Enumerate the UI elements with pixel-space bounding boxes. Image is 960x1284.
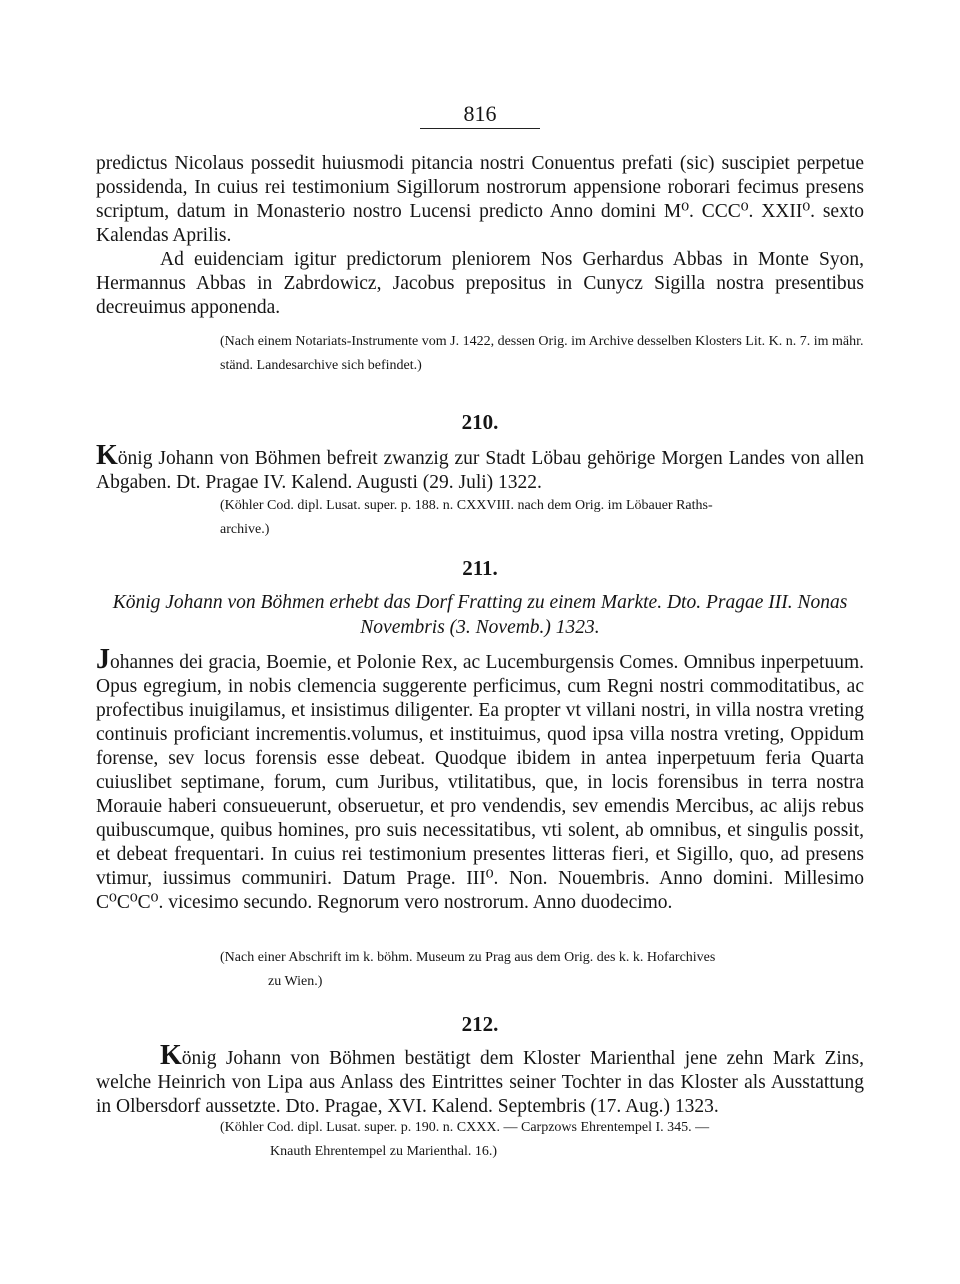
document-number-212: 212. [461,1012,499,1036]
document-212-note-line-1: (Köhler Cod. dipl. Lusat. super. p. 190. n. CXXX. — Carpzows Ehrentempel I. 345. — [220,1120,710,1135]
document-210-summary-text: önig Johann von Böhmen befreit zwanzig zur Stadt Löbau gehörige Morgen Landes von allen Abgaben. Dt. Pragae IV. Kalend. Augusti (29. Juli) 1322. [96,448,864,493]
document-210-source-note [96,494,864,542]
document-211-source-note [96,946,864,994]
document-212-summary-text: önig Johann von Böhmen bestätigt dem Kloster Marienthal jene zehn Mark Zins, welche Heinrich von Lipa aus Anlass des Eintrittes seiner Tochter in das Kloster als Ausstattung in Olbersdorf aussetzte. Dto. Pragae, XVI. Kalend. Septembris (17. Aug.) 1323. [96,1048,864,1117]
document-211-summary: König Johann von Böhmen erhebt das Dorf Fratting zu einem Markte. Dto. Pragae III. Nonas Novembris (3. Novemb.) 1323. [112,592,848,638]
document-211-note-line-1: (Nach einer Abschrift im k. böhm. Museum zu Prag aus dem Orig. des k. k. Hofarchives [220,950,716,965]
document-number-211: 211. [462,556,498,580]
document-211-text [96,644,864,915]
document-210-summary [96,440,864,495]
document-212-summary [96,1040,864,1119]
header-rule [420,128,540,129]
intro-text [96,152,864,320]
document-number-210: 210. [461,410,499,434]
page-number: 816 [463,101,497,126]
document-212-note-line-2: Knauth Ehrentempel zu Marienthal. 16.) [270,1144,498,1159]
intro-source-note: (Nach einem Notariats-Instrumente vom J. 1422, dessen Orig. im Archive desselben Klosters Lit. K. n. 7. im mähr. ständ. Landesarchive sich befindet.) [220,334,864,373]
document-210-note-line-1: (Köhler Cod. dipl. Lusat. super. p. 188. n. CXXVIII. nach dem Orig. im Löbauer Raths- [220,498,713,513]
document-211-initial: J [96,644,110,675]
document-211-body: ohannes dei gracia, Boemie, et Polonie Rex, ac Lucemburgensis Comes. Omnibus inperpetuum. Opus egregium, in nobis clemencia suggerente perficimus, cum Regni nostri commoditatibus, ac profectibus inuigilamus, et insistimus diligenter. Ea propter vt villani nostri, in villa nostra vreting continuis proficiant incrementis.volumus, et instituimus, quod ipsa villa nostra vreting, Oppidum forense, sev locus forensis esse debeat. Quodque ibidem in antea inperpetuum feria Quarta cuiuslibet septimane, forum, cum Juribus, vtilitatibus, que, in locis forensibus in terra nostra Morauie haberi consueuerunt, obseruetur, et pro vendendis, sev emendis Mercibus, ac alijs rebus quibuscumque, quibus homines, pro suis necessitatibus, vti solent, ab omnibus, et singulis possit, et debeat frequentari. In cuius rei testimonium presentes litteras fieri, et Sigillo, quo, ad presens vtimur, iussimus communiri. Datum Prage. III⁰. Non. Nouembris. Anno domini. Millesimo C⁰C⁰C⁰. vicesimo secundo. Regnorum vero nostrorum. Anno duodecimo. [96,652,864,913]
document-210-note-line-2: archive.) [220,522,270,537]
document-212-initial: K [160,1040,182,1071]
intro-paragraph-2: Ad euidenciam igitur predictorum pleniorem Nos Gerhardus Abbas in Monte Syon, Hermannus Abbas in Zabrdowicz, Jacobus prepositus in Cunycz Sigilla nostra presentibus decreuimus apponenda. [96,249,864,318]
intro-paragraph-1: predictus Nicolaus possedit huiusmodi pitancia nostri Conuentus prefati (sic) suscipiet perpetue possidenda, In cuius rei testimonium Sigillorum nostrorum appensione roborari fecimus presens scriptum, datum in Monasterio nostro Lucensi predicto Anno domini M⁰. CCC⁰. XXII⁰. sexto Kalendas Aprilis. [96,153,864,246]
document-210-initial: K [96,440,118,471]
document-211-note-line-2: zu Wien.) [268,974,323,989]
document-212-source-note [96,1116,864,1164]
